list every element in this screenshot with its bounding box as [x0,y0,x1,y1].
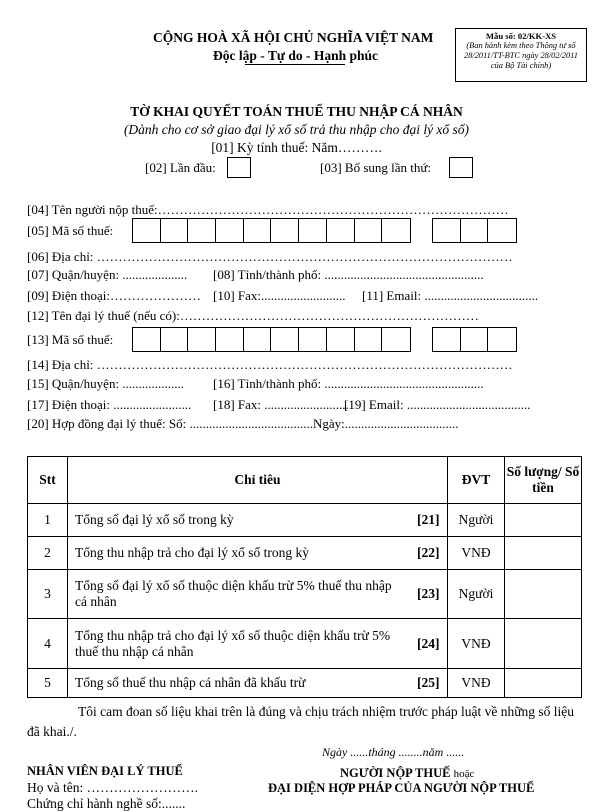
supplement-label: [03] Bổ sung lần thứ: [320,160,432,175]
tax-code-digit-box[interactable] [327,219,355,242]
tax-code-digit-box[interactable] [271,328,299,351]
agent-phone-field[interactable]: [17] Điện thoại: ........................ [27,397,192,412]
row-code: [21] [410,504,448,537]
table-header-row [28,457,582,504]
row-code: [22] [410,537,448,570]
taxpayer-district-field[interactable]: [07] Quận/huyện: .................... [27,267,188,282]
row-stt: 5 [28,669,68,698]
payer-or-text: hoặc [453,768,475,780]
table-row [28,504,582,537]
tax-code-digit-box[interactable] [327,328,355,351]
taxpayer-tax-code-label: [05] Mã số thuế: [27,223,114,238]
header-divider [245,64,345,65]
row-value-cell[interactable] [505,619,582,669]
row-value-cell[interactable] [505,570,582,619]
row-stt: 4 [28,619,68,669]
tax-code-digit-box[interactable] [382,328,410,351]
first-time-checkbox[interactable] [227,157,251,178]
row-value-cell[interactable] [505,669,582,698]
form-code: Mẫu số: 02/KK-XS [485,31,557,41]
col-header-amount: Số lượng/ Số tiền [505,457,582,504]
taxpayer-phone-field[interactable]: [09] Điện thoại:………………… [27,288,202,303]
agent-tax-code-boxes[interactable] [132,327,411,352]
tax-code-digit-box[interactable] [244,328,272,351]
row-code: [24] [410,619,448,669]
row-stt: 2 [28,537,68,570]
agent-province-field[interactable]: [16] Tỉnh/thành phố: ................................................. [213,376,484,391]
payer-title [340,766,474,781]
tax-code-digit-box[interactable] [299,328,327,351]
row-unit: VNĐ [448,619,505,669]
row-unit: Người [448,570,505,619]
tax-code-digit-box[interactable] [355,219,383,242]
tax-code-digit-box[interactable] [299,219,327,242]
tax-code-digit-box[interactable] [133,328,161,351]
tax-code-digit-box[interactable] [188,219,216,242]
tax-code-digit-box[interactable] [461,219,489,242]
row-unit: VNĐ [448,537,505,570]
tax-code-digit-box[interactable] [271,219,299,242]
tax-code-digit-box[interactable] [355,328,383,351]
agent-email-field[interactable]: [19] Email: ...................................... [344,397,531,412]
tax-code-digit-box[interactable] [433,219,461,242]
taxpayer-tax-code-suffix-boxes[interactable] [432,218,517,243]
staff-cert-field[interactable]: Chứng chỉ hành nghề số:....... [27,796,186,811]
indicator-table [27,456,582,698]
tax-code-digit-box[interactable] [488,219,516,242]
taxpayer-name-field[interactable]: [04] Tên người nộp thuế:……………………………………………………………………… [27,202,509,217]
staff-name-field[interactable]: Họ và tên: ……………………. [27,780,198,795]
supplement-number-box[interactable] [449,157,473,178]
tax-period-field[interactable]: [01] Kỳ tính thuế: Năm………. [211,140,382,155]
tax-code-digit-box[interactable] [161,328,189,351]
row-stt: 1 [28,504,68,537]
taxpayer-address-field[interactable]: [06] Địa chỉ: …………………………………………………………………………………… [27,249,513,264]
tax-code-digit-box[interactable] [488,328,516,351]
first-time-label: [02] Lần đầu: [145,160,216,175]
row-stt: 3 [28,570,68,619]
row-indicator: Tổng số đại lý xổ số trong kỳ [68,504,410,537]
col-header-stt: Stt [28,457,68,504]
col-header-indicator: Chỉ tiêu [68,457,448,504]
row-indicator: Tổng số thuế thu nhập cá nhân đã khấu trừ [68,669,410,698]
taxpayer-email-field[interactable]: [11] Email: ................................... [362,288,539,303]
tax-code-digit-box[interactable] [188,328,216,351]
agent-address-field[interactable]: [14] Địa chỉ: …………………………………………………………………………………… [27,357,513,372]
national-title: CỘNG HOÀ XÃ HỘI CHỦ NGHĨA VIỆT NAM [153,30,434,45]
row-code: [23] [410,570,448,619]
row-indicator: Tổng thu nhập trả cho đại lý xổ số thuộc diện khấu trừ 5% thuế thu nhập cá nhân [68,619,410,669]
row-code: [25] [410,669,448,698]
commitment-text: Tôi cam đoan số liệu khai trên là đúng và chịu trách nhiệm trước pháp luật về những số liệu đã khai./. [27,704,575,739]
tax-code-digit-box[interactable] [216,219,244,242]
table-row [28,669,582,698]
col-header-unit: ĐVT [448,457,505,504]
agent-tax-code-label: [13] Mã số thuế: [27,332,114,347]
signature-date-field[interactable]: Ngày ......tháng ........năm ...... [322,745,465,759]
document-title: TỜ KHAI QUYẾT TOÁN THUẾ THU NHẬP CÁ NHÂN [130,104,463,119]
tax-code-digit-box[interactable] [433,328,461,351]
form-note: (Ban hành kèm theo Thông tư số 28/2011/TT-BTC ngày 28/02/2011 của Bộ Tài chính) [464,41,578,70]
agent-name-field[interactable]: [12] Tên đại lý thuế (nếu có):…………………………………………………………… [27,308,479,323]
agent-district-field[interactable]: [15] Quận/huyện: ................... [27,376,185,391]
taxpayer-tax-code-boxes[interactable] [132,218,411,243]
payer-title-text: NGƯỜI NỘP THUẾ [340,766,451,780]
row-indicator: Tổng số đại lý xổ số thuộc diện khấu trừ 5% thuế thu nhập cá nhân [68,570,410,619]
table-row [28,619,582,669]
taxpayer-province-field[interactable]: [08] Tỉnh/thành phố: ................................................. [213,267,484,282]
document-subtitle: (Dành cho cơ sở giao đại lý xổ số trả thu nhập cho đại lý xổ số) [123,122,470,137]
payer-representative-title: ĐẠI DIỆN HỢP PHÁP CỦA NGƯỜI NỘP THUẾ [268,781,535,795]
row-indicator: Tổng thu nhập trả cho đại lý xổ số trong kỳ [68,537,410,570]
agent-contract-field[interactable]: [20] Hợp đồng đại lý thuế: Số: ......................................Ngày:................................... [27,416,459,431]
tax-code-digit-box[interactable] [461,328,489,351]
form-code-box [455,28,587,82]
row-unit: Người [448,504,505,537]
tax-code-digit-box[interactable] [244,219,272,242]
table-row [28,537,582,570]
agent-staff-title: NHÂN VIÊN ĐẠI LÝ THUẾ [27,764,183,778]
tax-code-digit-box[interactable] [161,219,189,242]
taxpayer-fax-field[interactable]: [10] Fax:.......................... [213,288,346,303]
tax-code-digit-box[interactable] [382,219,410,242]
tax-code-digit-box[interactable] [216,328,244,351]
row-value-cell[interactable] [505,537,582,570]
agent-fax-field[interactable]: [18] Fax: .......................... [213,397,349,412]
table-row [28,570,582,619]
row-unit: VNĐ [448,669,505,698]
national-subtitle: Độc lập - Tự do - Hạnh phúc [212,48,379,63]
agent-tax-code-suffix-boxes[interactable] [432,327,517,352]
row-value-cell[interactable] [505,504,582,537]
tax-code-digit-box[interactable] [133,219,161,242]
